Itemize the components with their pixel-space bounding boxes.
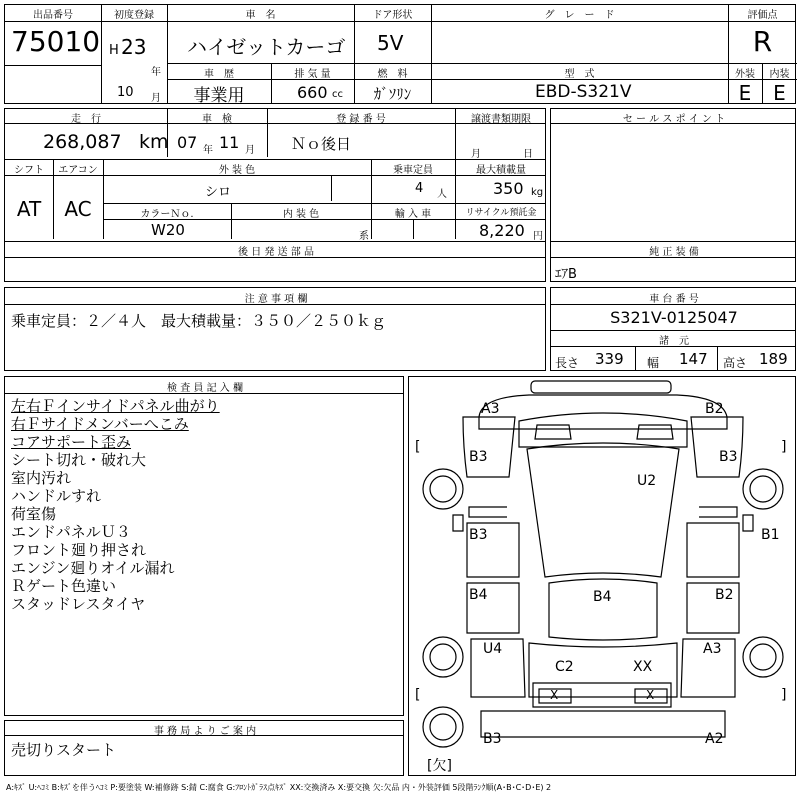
exterior-color: シロ xyxy=(205,185,232,200)
first-reg-label: 初度登録 xyxy=(114,10,154,21)
inspector-label: 検 査 員 記 入 欄 xyxy=(167,383,243,394)
remark-line: 左右Ｆインサイドパネル曲がり xyxy=(11,397,220,415)
remark-line: シート切れ・破れ大 xyxy=(11,451,147,469)
exterior-label: 外装 xyxy=(735,69,755,80)
bracket-left-2: [ xyxy=(415,687,421,703)
capacity-label: 乗車定員 xyxy=(393,165,433,176)
damage-b1: B1 xyxy=(761,527,780,543)
office-label: 事 務 局 よ り ご 案 内 xyxy=(153,726,257,737)
car-name: ハイゼットカーゴ xyxy=(187,35,346,59)
remark-line: 室内汚れ xyxy=(11,469,72,487)
year-unit: 年 xyxy=(151,67,161,78)
inspector-block xyxy=(4,376,404,716)
max-load-label: 最大積載量 xyxy=(476,165,526,176)
office-text: 売切りスタート xyxy=(11,741,117,759)
history: 事業用 xyxy=(193,86,245,106)
damage-x-left: X xyxy=(550,688,559,702)
chassis-block xyxy=(550,287,796,371)
shift-label: シフト xyxy=(14,165,44,176)
width-label: 幅 xyxy=(647,356,660,370)
height-label: 高さ xyxy=(723,356,748,370)
displacement-label: 排 気 量 xyxy=(294,69,331,80)
damage-u4: U4 xyxy=(483,641,503,657)
damage-b2-right: B2 xyxy=(715,587,734,603)
remark-line: エンジン廻りオイル漏れ xyxy=(11,559,175,577)
remark-line: スタッドレスタイヤ xyxy=(11,595,146,613)
damage-b3-right-front: B3 xyxy=(719,449,738,465)
color-no: W20 xyxy=(151,221,185,239)
color-label: 外 装 色 xyxy=(218,165,256,176)
remark-line: 右Ｆサイドメンバーへこみ xyxy=(11,415,189,433)
first-reg-year: 23 xyxy=(121,35,147,59)
door-label: ドア形状 xyxy=(372,10,413,21)
genuine-equip: ｴｱB xyxy=(555,267,577,282)
inspection-year: 07 xyxy=(177,133,198,152)
sales-point-block xyxy=(550,108,796,282)
damage-a2-bottom: A2 xyxy=(705,731,724,747)
mileage-unit: km xyxy=(139,131,169,153)
damage-xx: XX xyxy=(633,659,653,675)
interior-label: 内装 xyxy=(769,69,790,80)
damage-b4-left: B4 xyxy=(469,587,488,603)
car-outline xyxy=(409,377,797,777)
chassis-label: 車 台 番 号 xyxy=(649,294,699,305)
vehicle-info-block xyxy=(4,108,546,282)
recycle-deposit: 8,220 xyxy=(479,221,525,240)
capacity: 4 xyxy=(415,181,424,196)
damage-u2: U2 xyxy=(637,473,657,489)
office-block xyxy=(4,720,404,776)
damage-b3-left-front: B3 xyxy=(469,449,488,465)
width: 147 xyxy=(679,350,708,368)
transfer-deadline-label: 譲渡書類期限 xyxy=(471,114,531,125)
displacement: 660 xyxy=(297,83,328,102)
inspection-month-unit: 月 xyxy=(245,145,255,156)
model-code: EBD-S321V xyxy=(535,82,632,102)
mileage: 268,087 xyxy=(43,131,122,153)
reg-no-label: 登 録 番 号 xyxy=(336,114,386,125)
missing-mark: [欠] xyxy=(427,758,452,774)
air-conditioner: AC xyxy=(64,197,92,221)
car-diagram xyxy=(408,376,796,776)
lot-number: 75010 xyxy=(11,25,101,58)
legend: A:ｷｽﾞ U:ﾍｺﾐ B:ｷｽﾞを伴うﾍｺﾐ P:要塗装 W:補修跡 S:錆 C:腐食 G:ﾌﾛﾝﾄｶﾞﾗｽ点ｷｽﾞ XX:交換済み X:要交換 欠:欠品 内・外装評価 5段階ﾗﾝｸ順(A･B･C･D･E) 2 xyxy=(6,783,552,792)
interior-color-kei: 系 xyxy=(359,231,369,242)
notice-label: 注 意 事 項 欄 xyxy=(244,294,308,305)
transfer-day-unit: 日 xyxy=(523,149,533,160)
later-parts-label: 後 日 発 送 部 品 xyxy=(238,247,314,258)
chassis-no: S321V-0125047 xyxy=(610,308,738,327)
displacement-unit: cc xyxy=(332,89,343,100)
inspection-month: 11 xyxy=(219,133,240,152)
reg-no: Ｎｏ後日 xyxy=(291,135,352,153)
bracket-left-1: [ xyxy=(415,439,421,455)
remark-line: フロント廻り押され xyxy=(11,541,147,559)
interior-color-label: 内 装 色 xyxy=(282,209,320,220)
height: 189 xyxy=(759,350,788,368)
damage-x-right: X xyxy=(646,688,655,702)
import-label: 輸 入 車 xyxy=(394,209,432,220)
remark-line: 荷室傷 xyxy=(11,505,57,523)
remark-line: エンドパネルＵ３ xyxy=(11,523,131,541)
fuel-label: 燃 料 xyxy=(377,69,408,80)
dims-label: 諸 元 xyxy=(659,336,689,347)
interior-score: E xyxy=(773,81,786,105)
score-label: 評価点 xyxy=(747,10,778,21)
recycle-unit: 円 xyxy=(533,231,543,242)
max-load-unit: kg xyxy=(531,187,544,198)
capacity-unit: 人 xyxy=(437,189,447,200)
car-name-label: 車 名 xyxy=(245,10,276,21)
first-reg-month: 10 xyxy=(117,85,134,100)
shift: AT xyxy=(16,197,42,221)
remark-line: Ｒゲート色違い xyxy=(11,577,117,595)
damage-b2-top: B2 xyxy=(705,401,724,417)
damage-a3-top: A3 xyxy=(481,401,500,417)
score: R xyxy=(752,25,773,58)
fuel: ｶﾞｿﾘﾝ xyxy=(373,85,412,103)
ac-label: エアコン xyxy=(58,165,98,176)
color-no-label: カラーＮｏ. xyxy=(140,209,194,220)
length-label: 長さ xyxy=(555,356,580,370)
bracket-right-1: ] xyxy=(781,439,787,455)
model-label: 型 式 xyxy=(564,69,595,80)
damage-b3-left-side: B3 xyxy=(469,527,488,543)
header-block xyxy=(4,4,796,104)
damage-b4-center: B4 xyxy=(593,589,612,605)
sales-point-label: セ ー ル ス ポ イ ン ト xyxy=(622,114,726,125)
history-label: 車 歴 xyxy=(204,69,234,80)
month-unit: 月 xyxy=(151,93,161,104)
damage-c2: C2 xyxy=(555,659,574,675)
lot-label: 出品番号 xyxy=(33,10,73,21)
genuine-equip-label: 純 正 装 備 xyxy=(649,247,699,258)
mileage-label: 走 行 xyxy=(71,114,101,125)
era: H xyxy=(109,43,119,58)
inspection-year-unit: 年 xyxy=(203,145,213,156)
transfer-month-unit: 月 xyxy=(471,149,481,160)
remark-line: ハンドルすれ xyxy=(11,487,102,505)
remark-line: コアサポート歪み xyxy=(11,433,132,451)
damage-b3-bottom: B3 xyxy=(483,731,502,747)
exterior-score: E xyxy=(738,81,752,105)
damage-a3-right: A3 xyxy=(703,641,722,657)
notice-block xyxy=(4,287,546,371)
grade-label: グ レ ー ド xyxy=(544,10,615,21)
bracket-right-2: ] xyxy=(781,687,787,703)
length: 339 xyxy=(595,350,624,368)
inspector-remarks xyxy=(11,397,220,613)
notice-text: 乗車定員：２／４人 最大積載量：３５０／２５０ｋｇ xyxy=(11,312,387,330)
inspection-label: 車 検 xyxy=(202,114,232,125)
recycle-label: リサイクル預託金 xyxy=(465,208,537,218)
door-type: 5V xyxy=(377,31,404,55)
max-load: 350 xyxy=(493,179,524,198)
